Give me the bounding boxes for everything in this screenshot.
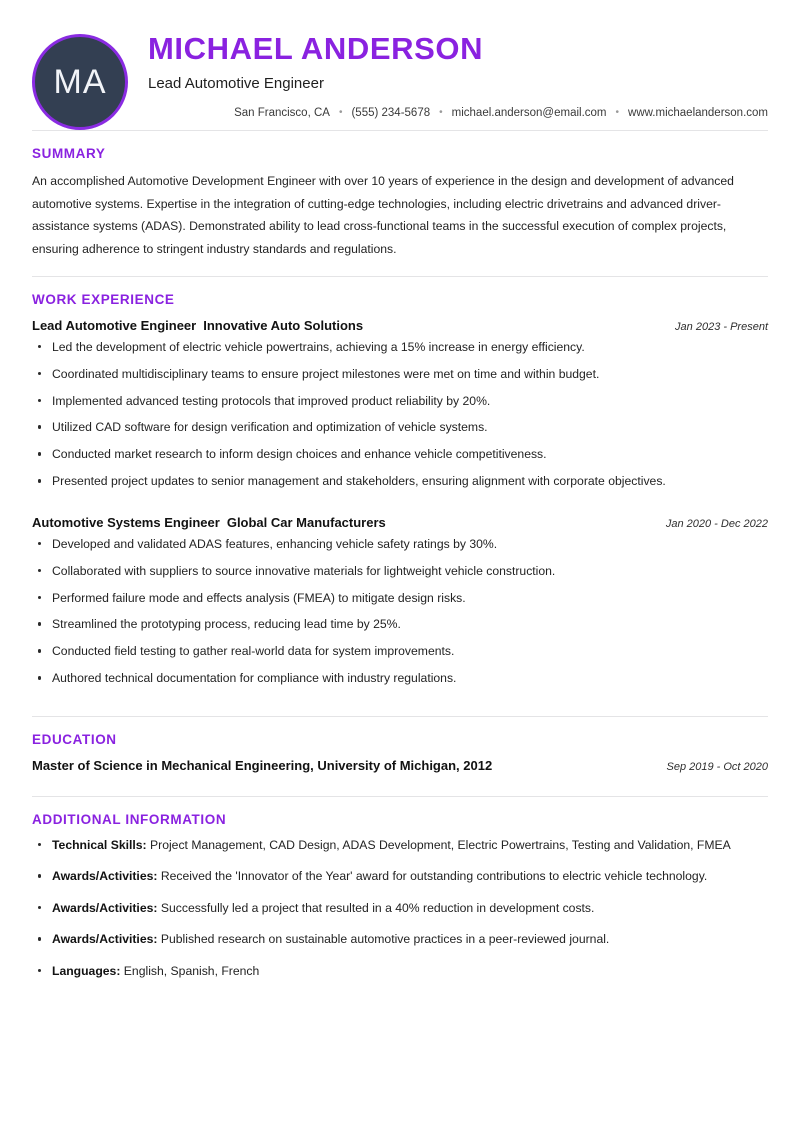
contact-website[interactable]: www.michaelanderson.com bbox=[628, 106, 768, 119]
section-work-experience bbox=[32, 277, 768, 716]
experience-entry-header bbox=[32, 513, 768, 533]
list-item bbox=[32, 899, 768, 931]
summary-text: An accomplished Automotive Development Engineer with over 10 years of experience in the design and development of advanced automotive systems. Expertise in the integration of cutting-edge technologies, including electric drivetrains and advanced driver-assistance systems (ADAS). Demonstrated ability to lead cross-functional teams in the successful execution of complex projects, ensuring adherence to stringent industry standards and regulations. bbox=[32, 174, 734, 256]
info-label: Languages: bbox=[52, 963, 121, 978]
section-bottom-spacer bbox=[32, 700, 768, 716]
section-bottom-spacer bbox=[32, 780, 768, 796]
info-label: Awards/Activities: bbox=[52, 932, 158, 947]
list-item: Presented project updates to senior management and stakeholders, ensuring alignment with corporate objectives. bbox=[32, 472, 768, 499]
info-label: Awards/Activities: bbox=[52, 900, 158, 915]
section-education bbox=[32, 717, 768, 796]
list-item: Conducted market research to inform design choices and enhance vehicle competitiveness. bbox=[32, 445, 768, 472]
page-title: MICHAEL ANDERSON bbox=[148, 31, 484, 66]
experience-role-company bbox=[32, 513, 386, 533]
list-item: Performed failure mode and effects analysis (FMEA) to mitigate design risks. bbox=[32, 589, 768, 616]
resume-header bbox=[32, 0, 768, 130]
experience-spacer bbox=[32, 503, 768, 513]
list-item: Coordinated multidisciplinary teams to ensure project milestones were met on time and within budget. bbox=[32, 365, 768, 392]
section-title-education: EDUCATION bbox=[32, 732, 117, 748]
experience-date: Jan 2020 - Dec 2022 bbox=[665, 518, 768, 531]
experience-role-company bbox=[32, 316, 363, 336]
contact-email[interactable]: michael.anderson@email.com bbox=[451, 106, 607, 119]
contact-info bbox=[148, 107, 768, 119]
header-job-title: Lead Automotive Engineer bbox=[148, 74, 324, 92]
info-value: Successfully led a project that resulted in a 40% reduction in development costs. bbox=[160, 900, 595, 915]
experience-role: Automotive Systems Engineer bbox=[32, 515, 220, 531]
section-title-work-experience: WORK EXPERIENCE bbox=[32, 292, 175, 308]
avatar-initials: MA bbox=[53, 62, 107, 101]
section-title-additional-information: ADDITIONAL INFORMATION bbox=[32, 811, 227, 827]
avatar bbox=[32, 34, 128, 130]
list-item: Implemented advanced testing protocols that improved product reliability by 20%. bbox=[32, 392, 768, 419]
list-item bbox=[32, 930, 768, 962]
experience-role: Lead Automotive Engineer bbox=[32, 318, 197, 334]
additional-information-list bbox=[32, 836, 768, 994]
info-label: Awards/Activities: bbox=[52, 869, 158, 884]
experience-entry bbox=[32, 316, 768, 503]
list-item: Developed and validated ADAS features, enhancing vehicle safety ratings by 30%. bbox=[32, 535, 768, 562]
header-text-block bbox=[148, 30, 768, 119]
list-item: Authored technical documentation for compliance with industry regulations. bbox=[32, 669, 768, 696]
experience-company: Innovative Auto Solutions bbox=[203, 318, 364, 334]
info-value: Received the 'Innovator of the Year' award for outstanding contributions to electric vehicle technology. bbox=[160, 869, 708, 884]
experience-entry bbox=[32, 513, 768, 700]
list-item bbox=[32, 962, 768, 994]
contact-separator-icon: • bbox=[439, 106, 443, 118]
contact-separator-icon: • bbox=[338, 106, 343, 118]
list-item: Utilized CAD software for design verification and optimization of vehicle systems. bbox=[32, 418, 768, 445]
experience-date: Jan 2023 - Present bbox=[675, 321, 768, 334]
list-item: Streamlined the prototyping process, reducing lead time by 25%. bbox=[32, 615, 768, 642]
education-degree: Master of Science in Mechanical Engineering, University of Michigan, 2012 bbox=[32, 758, 493, 774]
experience-bullets bbox=[32, 338, 768, 501]
experience-bullets bbox=[32, 535, 768, 698]
contact-separator-icon: • bbox=[615, 106, 620, 118]
info-value: Project Management, CAD Design, ADAS Development, Electric Powertrains, Testing and Validation, FMEA bbox=[150, 837, 731, 852]
info-value: English, Spanish, French bbox=[123, 963, 260, 978]
education-date: Sep 2019 - Oct 2020 bbox=[666, 761, 768, 774]
experience-company: Global Car Manufacturers bbox=[226, 515, 386, 531]
section-additional-information bbox=[32, 797, 768, 994]
info-value: Published research on sustainable automotive practices in a peer-reviewed journal. bbox=[160, 932, 610, 947]
section-title-summary: SUMMARY bbox=[32, 146, 106, 161]
contact-phone[interactable]: (555) 234-5678 bbox=[351, 106, 431, 119]
section-summary bbox=[32, 131, 768, 276]
education-entry bbox=[32, 756, 768, 780]
list-item bbox=[32, 867, 768, 899]
list-item: Conducted field testing to gather real-world data for system improvements. bbox=[32, 642, 768, 669]
experience-entry-header bbox=[32, 316, 768, 336]
info-label: Technical Skills: bbox=[52, 837, 147, 852]
list-item: Led the development of electric vehicle powertrains, achieving a 15% increase in energy efficiency. bbox=[32, 338, 768, 365]
contact-location: San Francisco, CA bbox=[234, 106, 330, 119]
list-item: Collaborated with suppliers to source innovative materials for lightweight vehicle construction. bbox=[32, 562, 768, 589]
list-item bbox=[32, 836, 768, 868]
